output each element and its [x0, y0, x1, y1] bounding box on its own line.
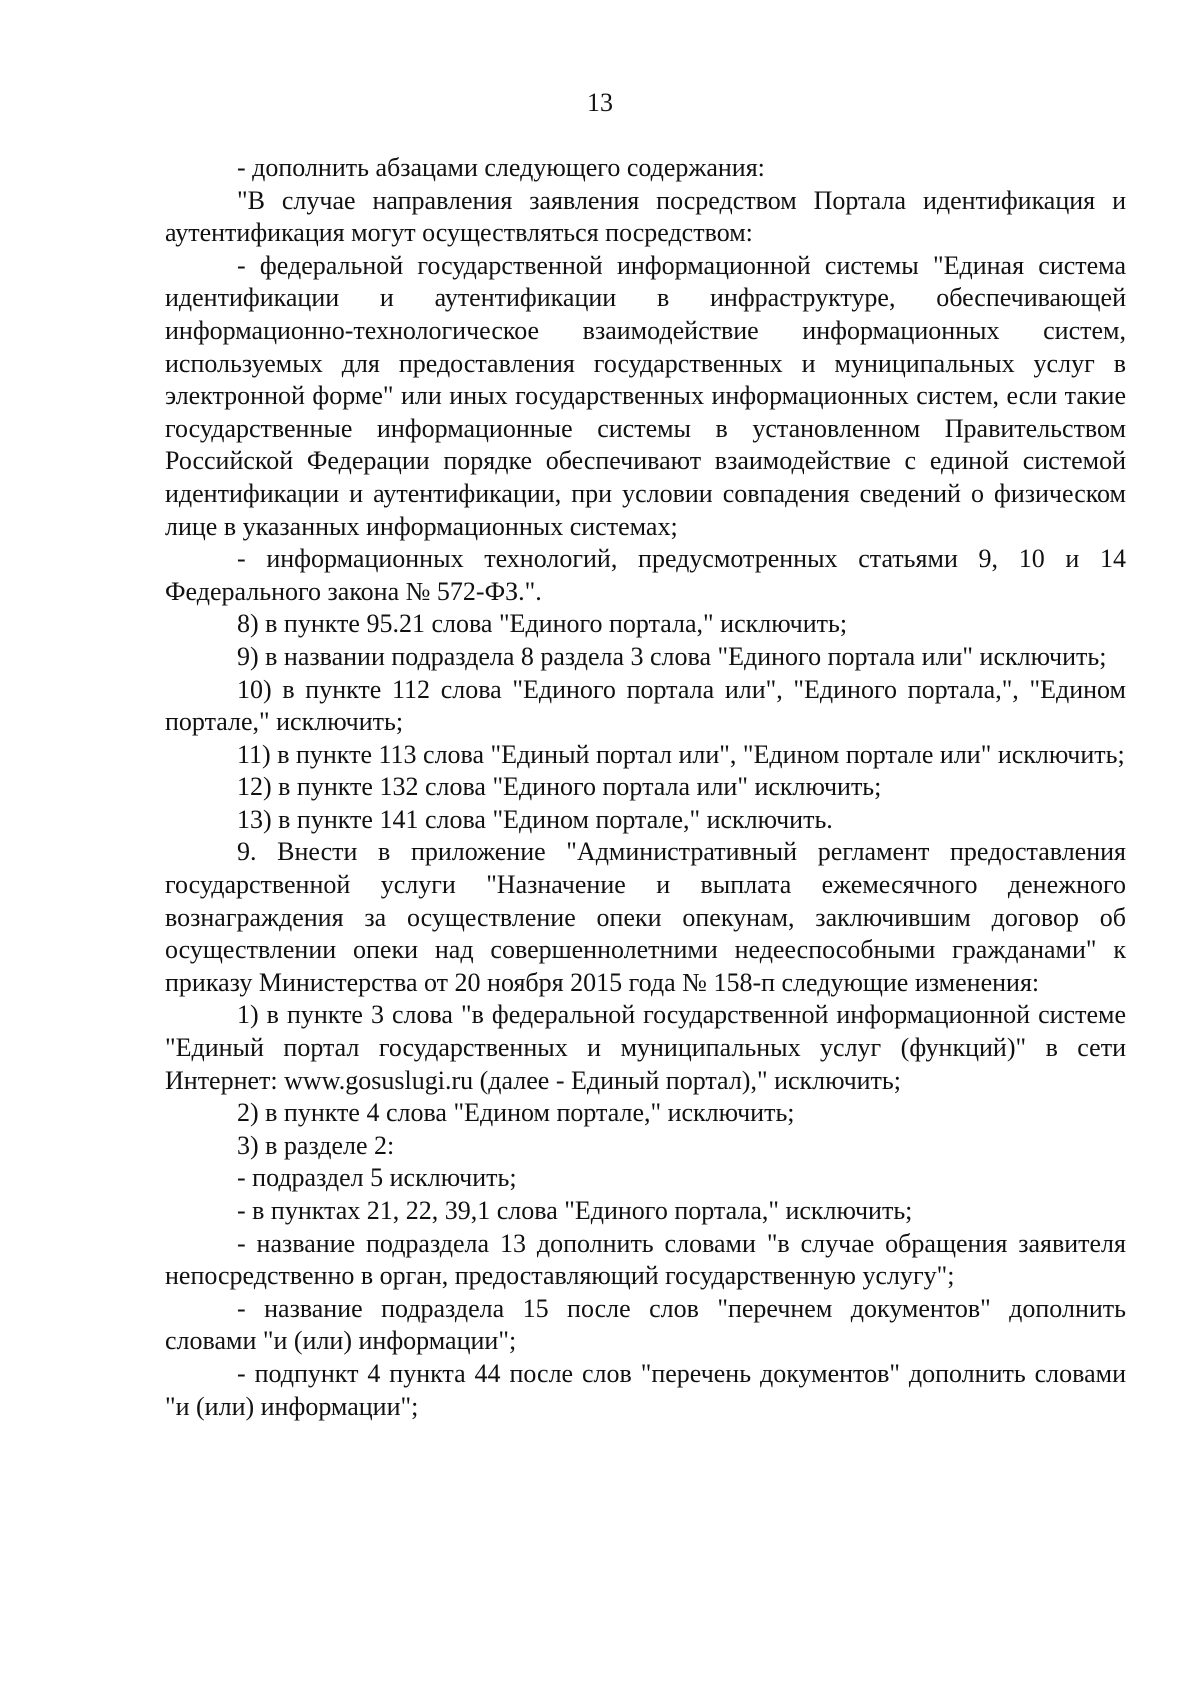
- paragraph: - информационных технологий, предусмотренных статьями 9, 10 и 14 Федерального закона № 572-ФЗ.".: [165, 544, 1126, 606]
- paragraph: - федеральной государственной информационной системы "Единая система идентификации и аутентификации в инфраструктуре, обеспечивающей информационно-технологическое взаимодействие информационных систем, используемых для предоставления государственных и муниципальных услуг в электронной форме" или иных государственных информационных систем, если такие государственные информационные системы в установленном Правительством Российской Федерации порядке обеспечивают взаимодействие с единой системой идентификации и аутентификации, при условии совпадения сведений о физическом лице в указанных информационных системах;: [165, 250, 1126, 541]
- paragraph: - подпункт 4 пункта 44 после слов "перечень документов" дополнить словами "и (или) информации";: [165, 1358, 1126, 1421]
- paragraph: - в пунктах 21, 22, 39,1 слова "Единого портала," исключить;: [237, 1196, 913, 1225]
- page-number: 13: [587, 88, 613, 117]
- paragraph: 3) в разделе 2:: [237, 1130, 395, 1160]
- paragraph: - название подраздела 13 дополнить словами "в случае обращения заявителя непосредственно в орган, предоставляющий государственную услугу";: [165, 1228, 1126, 1291]
- paragraph: 13) в пункте 141 слова "Едином портале," исключить.: [237, 804, 833, 834]
- paragraph: 8) в пункте 95.21 слова "Единого портала," исключить;: [237, 609, 848, 639]
- paragraph: 11) в пункте 113 слова "Единый портал или", "Едином портале или" исключить;: [237, 739, 1125, 769]
- paragraph: 2) в пункте 4 слова "Едином портале," исключить;: [237, 1098, 795, 1128]
- paragraph: 9) в названии подраздела 8 раздела 3 слова "Единого портала или" исключить;: [237, 641, 1107, 671]
- paragraph: - название подраздела 15 после слов "перечнем документов" дополнить словами "и (или) информации";: [165, 1293, 1126, 1356]
- paragraph: 10) в пункте 112 слова "Единого портала или", "Единого портала,", "Едином портале," исключить;: [165, 674, 1126, 737]
- paragraph: 9. Внести в приложение "Административный регламент предоставления государственной услуги "Назначение и выплата ежемесячного денежного вознаграждения за осуществление опеки опекунам, заключившим договор об осуществлении опеки над совершеннолетними недееспособными гражданами" к приказу Министерства от 20 ноября 2015 года № 158-п следующие изменения:: [165, 837, 1126, 997]
- paragraph: - дополнить абзацами следующего содержания:: [237, 153, 765, 182]
- paragraph: 12) в пункте 132 слова "Единого портала или" исключить;: [237, 772, 882, 802]
- paragraph: - подраздел 5 исключить;: [237, 1163, 517, 1193]
- document-body: [165, 152, 1126, 1423]
- paragraph: "В случае направления заявления посредством Портала идентификация и аутентификация могут осуществляться посредством:: [165, 185, 1126, 248]
- paragraph: 1) в пункте 3 слова "в федеральной государственной информационной системе "Единый портал государственных и муниципальных услуг (функций)" в сети Интернет: www.gosuslugi.ru (далее - Единый портал)," исключить;: [165, 1000, 1126, 1095]
